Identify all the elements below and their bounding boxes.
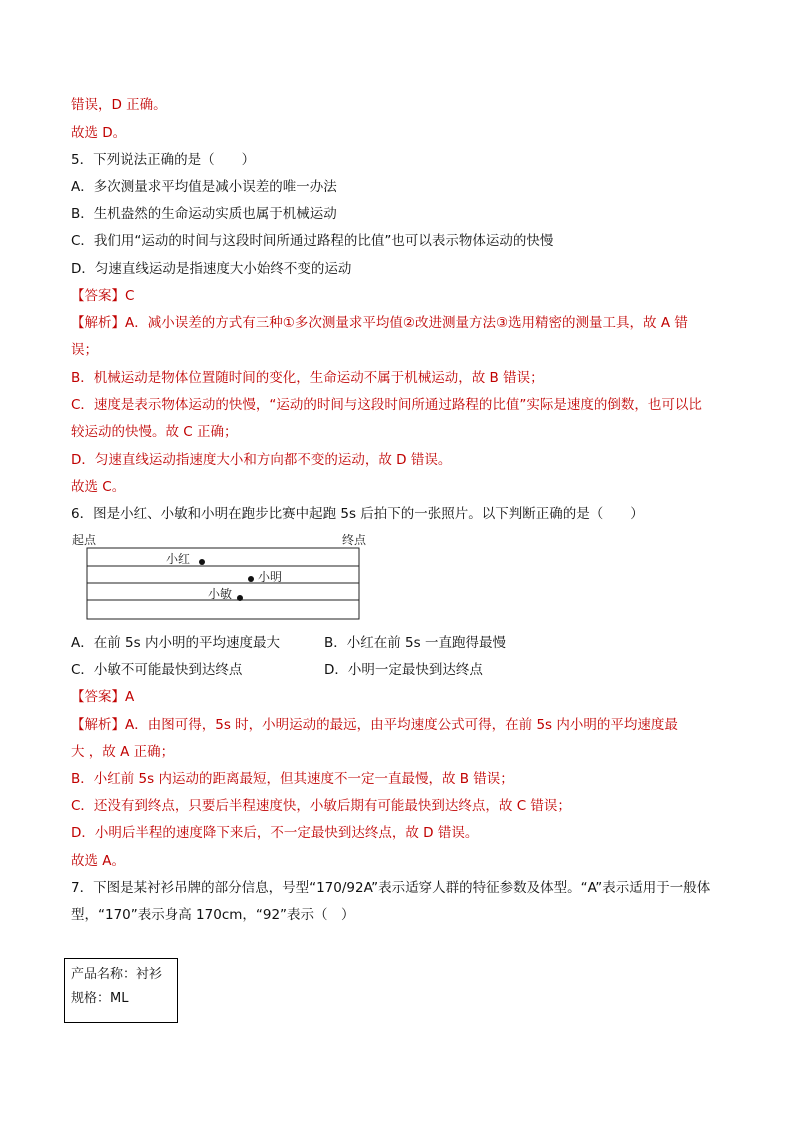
explanation-text: A．减小误差的方式有三种①多次测量求平均值②改进测量方法③选用精密的测量工具，故 A 错 <box>125 315 688 331</box>
answer-value: C <box>125 288 135 304</box>
prev-conclusion: 故选 D。 <box>71 125 127 141</box>
runner-dot-xiaomin <box>237 595 243 601</box>
answer-tag: 【答案】 <box>71 689 125 705</box>
explanation-text: A．由图可得，5s 时，小明运动的最远，由平均速度公式可得，在前 5s 内小明的平均速度最 <box>125 717 678 733</box>
answer-value: A <box>125 689 135 705</box>
q6-explanation-1b: 大 ，故 A 正确； <box>71 744 175 760</box>
runner-dot-xiaoming <box>248 576 254 582</box>
start-label: 起点 <box>72 533 97 547</box>
q5-option-c: C．我们用“运动的时间与这段时间所通过路程的比值”也可以表示物体运动的快慢 <box>71 233 554 249</box>
explanation-tag: 【解析】 <box>71 315 125 331</box>
runner-label-xiaohong: 小红 <box>166 552 191 566</box>
q7-stem: 7．下图是某衬衫吊牌的部分信息，号型“170/92A”表示适穿人群的特征参数及体型。“A”表示适用于一般体 <box>71 880 711 896</box>
runner-label-xiaomin: 小敏 <box>208 587 233 601</box>
end-label: 终点 <box>342 533 367 547</box>
q6-conclusion: 故选 A。 <box>71 853 126 869</box>
q5-option-d: D．匀速直线运动是指速度大小始终不变的运动 <box>71 261 352 277</box>
q5-option-b: B．生机盎然的生命运动实质也属于机械运动 <box>71 206 337 222</box>
q5-explanation-2: B．机械运动是物体位置随时间的变化，生命运动不属于机械运动，故 B 错误； <box>71 370 544 386</box>
q5-stem: 5．下列说法正确的是（ ） <box>71 152 256 168</box>
q6-explanation-1 <box>71 716 678 734</box>
prev-answer-tail: 错误，D 正确。 <box>71 97 167 113</box>
q6-option-c: C．小敏不可能最快到达终点 <box>71 662 243 678</box>
runner-label-xiaoming: 小明 <box>258 570 283 584</box>
q5-explanation-3b: 较运动的快慢。故 C 正确； <box>71 424 238 440</box>
tag-product-name: 产品名称：衬衫 <box>71 967 163 982</box>
q6-option-d: D．小明一定最快到达终点 <box>324 662 483 678</box>
shirt-tag-box <box>64 958 178 1023</box>
explanation-tag: 【解析】 <box>71 717 125 733</box>
q6-explanation-3: C．还没有到终点，只要后半程速度快，小敏后期有可能最快到达终点，故 C 错误； <box>71 798 571 814</box>
q5-option-a: A．多次测量求平均值是减小误差的唯一办法 <box>71 179 337 195</box>
q6-stem: 6．图是小红、小敏和小明在跑步比赛中起跑 5s 后拍下的一张照片。以下判断正确的是（ ） <box>71 506 644 522</box>
q7-stem-cont: 型，“170”表示身高 170cm，“92”表示（ ） <box>71 907 355 923</box>
answer-tag: 【答案】 <box>71 288 125 304</box>
q6-explanation-4: D．小明后半程的速度降下来后，不一定最快到达终点，故 D 错误。 <box>71 825 479 841</box>
q5-explanation-3: C．速度是表示物体运动的快慢，“运动的时间与这段时间所通过路程的比值”实际是速度的倒数，也可以比 <box>71 397 702 413</box>
q5-conclusion: 故选 C。 <box>71 479 126 495</box>
tag-spec: 规格：ML <box>71 991 129 1006</box>
q6-answer <box>71 688 134 706</box>
q5-answer <box>71 287 134 305</box>
q5-explanation-4: D．匀速直线运动指速度大小和方向都不变的运动，故 D 错误。 <box>71 452 452 468</box>
runner-dot-xiaohong <box>199 559 205 565</box>
q6-option-a: A．在前 5s 内小明的平均速度最大 <box>71 635 280 651</box>
q6-option-b: B．小红在前 5s 一直跑得最慢 <box>324 635 506 651</box>
race-diagram <box>72 533 372 623</box>
q5-explanation-1 <box>71 314 688 332</box>
q5-explanation-1b: 误； <box>71 342 98 358</box>
q6-explanation-2: B．小红前 5s 内运动的距离最短，但其速度不一定一直最慢，故 B 错误； <box>71 771 514 787</box>
